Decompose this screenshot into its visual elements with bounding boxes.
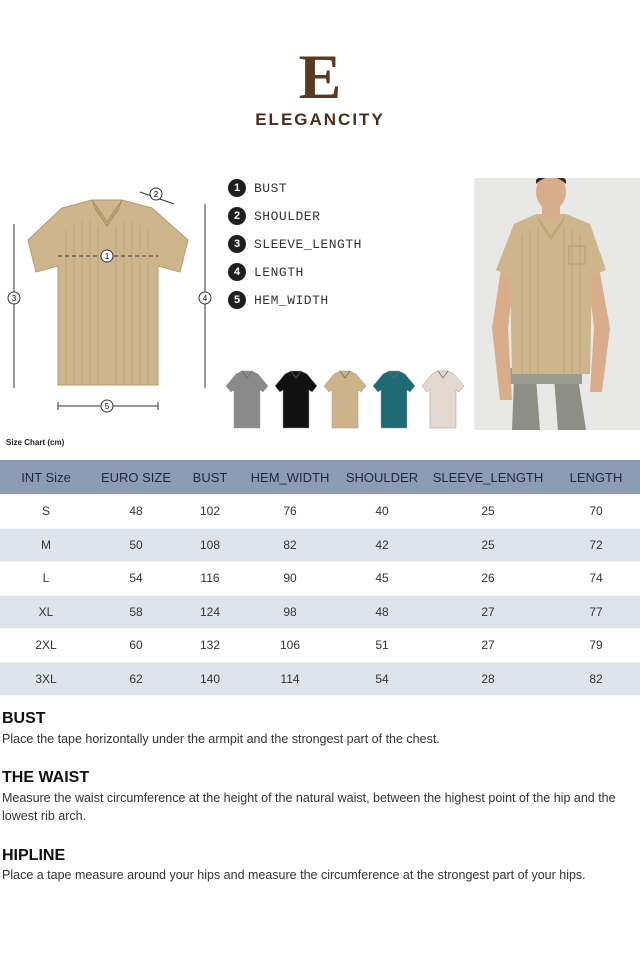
cell-euro-size: 48	[129, 504, 143, 519]
color-swatch-shirt	[373, 371, 415, 428]
table-row	[0, 495, 640, 529]
diagram-marker-5	[101, 400, 113, 412]
cell-euro-size: 50	[92, 528, 180, 562]
svg-text:5: 5	[104, 402, 110, 411]
table-header-row	[0, 460, 640, 495]
diagram-marker-3	[8, 292, 20, 304]
table-row	[0, 562, 640, 596]
diagram-marker-1	[101, 250, 113, 262]
cell-euro-size: 58	[92, 595, 180, 629]
cell-hem-width: 90	[283, 571, 297, 586]
svg-text:1: 1	[104, 252, 110, 261]
table-row	[0, 662, 640, 696]
legend-item	[228, 230, 362, 258]
section-title-hipline: HIPLINE	[2, 847, 66, 864]
cell-int-size: L	[42, 571, 50, 586]
cell-hem-width: 114	[240, 662, 340, 696]
cell-int-size: S	[41, 504, 50, 519]
cell-bust: 116	[200, 571, 220, 586]
cell-sleeve-length: 25	[424, 528, 552, 562]
color-swatch-shirt	[275, 371, 317, 428]
legend-item	[228, 258, 362, 286]
table-header: SHOULDER	[340, 460, 424, 495]
cell-int-size: 3XL	[0, 662, 92, 696]
legend-number: 3	[228, 235, 246, 253]
size-chart-caption: Size Chart (cm)	[6, 438, 65, 447]
cell-bust: 124	[180, 595, 240, 629]
table-header: BUST	[180, 460, 240, 495]
color-swatch-shirt	[422, 371, 464, 428]
cell-shoulder: 40	[375, 504, 389, 519]
legend-item	[228, 174, 362, 202]
table-header: HEM_WIDTH	[240, 460, 340, 495]
legend-label: BUST	[254, 180, 288, 196]
cell-bust: 108	[180, 528, 240, 562]
legend-label: SHOULDER	[254, 208, 321, 224]
size-chart-table	[0, 460, 640, 696]
cell-shoulder: 42	[340, 528, 424, 562]
section-body-hipline: Place a tape measure around your hips and measure the circumference at the strongest part of your hips.	[2, 868, 586, 882]
svg-text:4: 4	[202, 294, 208, 303]
cell-hem-width: 98	[240, 595, 340, 629]
cell-shoulder: 45	[375, 571, 389, 586]
logo-mark	[298, 41, 342, 112]
section-title-waist: THE WAIST	[2, 769, 90, 786]
model-photo	[474, 178, 640, 430]
diagram-marker-2	[150, 188, 162, 200]
color-swatch-shirt	[226, 371, 268, 428]
logo-letter: E	[298, 41, 342, 112]
measurement-legend	[228, 174, 362, 314]
section-title-bust: BUST	[2, 710, 46, 727]
cell-length: 82	[552, 662, 640, 696]
legend-label: LENGTH	[254, 264, 304, 280]
cell-sleeve-length: 26	[481, 571, 495, 586]
color-options	[222, 368, 472, 432]
cell-bust: 132	[199, 638, 221, 653]
legend-item	[228, 202, 362, 230]
cell-shoulder: 48	[340, 595, 424, 629]
svg-text:2: 2	[153, 190, 159, 199]
cell-int-size: 2XL	[35, 638, 57, 653]
cell-bust: 140	[180, 662, 240, 696]
cell-shoulder: 54	[340, 662, 424, 696]
table-row	[0, 595, 640, 629]
legend-label: SLEEVE_LENGTH	[254, 236, 362, 252]
legend-number: 1	[228, 179, 246, 197]
cell-hem-width: 106	[279, 638, 301, 653]
cell-euro-size: 54	[129, 571, 143, 586]
brand-name: ELEGANCITY	[255, 110, 385, 129]
cell-shoulder: 51	[375, 638, 389, 653]
cell-bust: 102	[199, 504, 221, 519]
legend-number: 5	[228, 291, 246, 309]
flat-shirt-image	[28, 200, 188, 385]
table-header: INT Size	[0, 460, 92, 495]
legend-item	[228, 286, 362, 314]
cell-hem-width: 82	[240, 528, 340, 562]
cell-sleeve-length: 27	[481, 638, 495, 653]
table-row	[0, 528, 640, 562]
cell-length: 70	[589, 504, 603, 519]
legend-number: 2	[228, 207, 246, 225]
cell-length: 72	[552, 528, 640, 562]
cell-length: 77	[552, 595, 640, 629]
shirt-measurement-diagram	[0, 180, 220, 415]
section-body-waist: Measure the waist circumference at the height of the natural waist, between the highest point of the hip and the lowest rib arch.	[2, 791, 616, 823]
svg-text:3: 3	[11, 294, 17, 303]
table-header: SLEEVE_LENGTH	[424, 460, 552, 495]
cell-hem-width: 76	[283, 504, 297, 519]
cell-int-size: M	[0, 528, 92, 562]
cell-sleeve-length: 25	[481, 504, 495, 519]
diagram-marker-4	[199, 292, 211, 304]
cell-sleeve-length: 28	[424, 662, 552, 696]
table-row	[0, 629, 640, 663]
table-header: EURO SIZE	[92, 460, 180, 495]
cell-euro-size: 60	[129, 638, 143, 653]
legend-number: 4	[228, 263, 246, 281]
brand-logo	[0, 41, 640, 130]
cell-euro-size: 62	[92, 662, 180, 696]
legend-label: HEM_WIDTH	[254, 292, 329, 308]
cell-length: 74	[589, 571, 603, 586]
cell-length: 79	[589, 638, 603, 653]
cell-int-size: XL	[0, 595, 92, 629]
cell-sleeve-length: 27	[424, 595, 552, 629]
section-body-bust: Place the tape horizontally under the armpit and the strongest part of the chest.	[2, 732, 440, 746]
table-header: LENGTH	[552, 460, 640, 495]
color-swatch-shirt	[324, 371, 366, 428]
